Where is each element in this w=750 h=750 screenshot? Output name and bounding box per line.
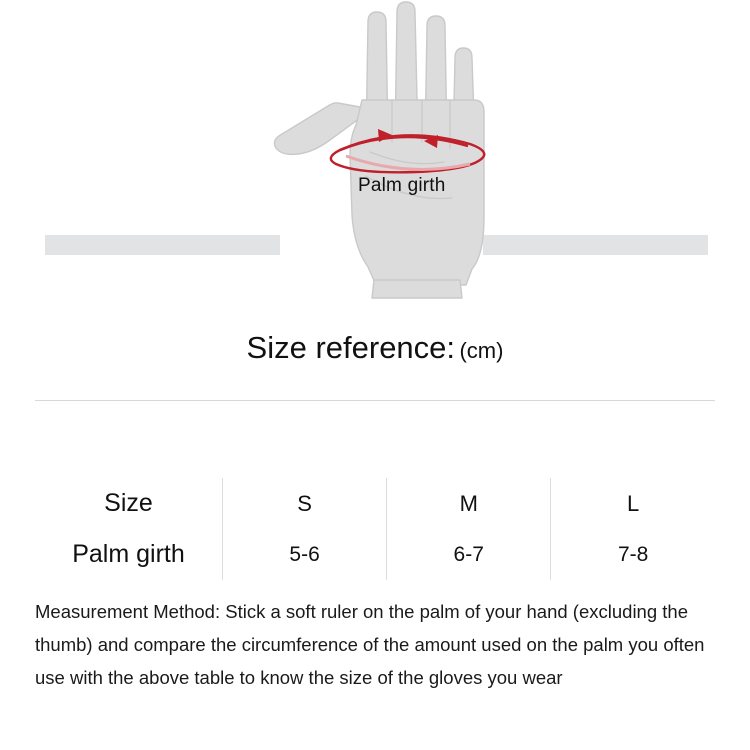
table-header-size: Size bbox=[35, 478, 223, 529]
measurement-method-note: Measurement Method: Stick a soft ruler on the palm of your hand (excluding the thumb) and compare the circumference of the amount used on the palm you often use with the above table to know the size of the gloves you wear bbox=[35, 601, 705, 688]
table-cell-palm-girth-l: 7-8 bbox=[617, 542, 649, 566]
size-table bbox=[35, 478, 715, 580]
open-palm-hand-icon bbox=[0, 0, 750, 300]
hand-illustration bbox=[0, 0, 750, 300]
table-header-l: L bbox=[627, 490, 640, 516]
size-reference-unit: (cm) bbox=[459, 338, 504, 363]
table-row-header bbox=[35, 478, 715, 529]
table-cell-palm-girth-s: 5-6 bbox=[223, 529, 387, 580]
table-row bbox=[35, 529, 715, 580]
size-reference-title: Size reference: bbox=[246, 330, 456, 365]
table-header-m: M bbox=[387, 478, 551, 529]
size-reference-heading bbox=[0, 330, 750, 366]
heading-divider bbox=[35, 400, 715, 401]
table-cell-palm-girth-m: 6-7 bbox=[387, 529, 551, 580]
table-header-s: S bbox=[223, 478, 387, 529]
palm-girth-label: Palm girth bbox=[358, 175, 446, 196]
table-row-label-palm-girth: Palm girth bbox=[35, 529, 223, 580]
